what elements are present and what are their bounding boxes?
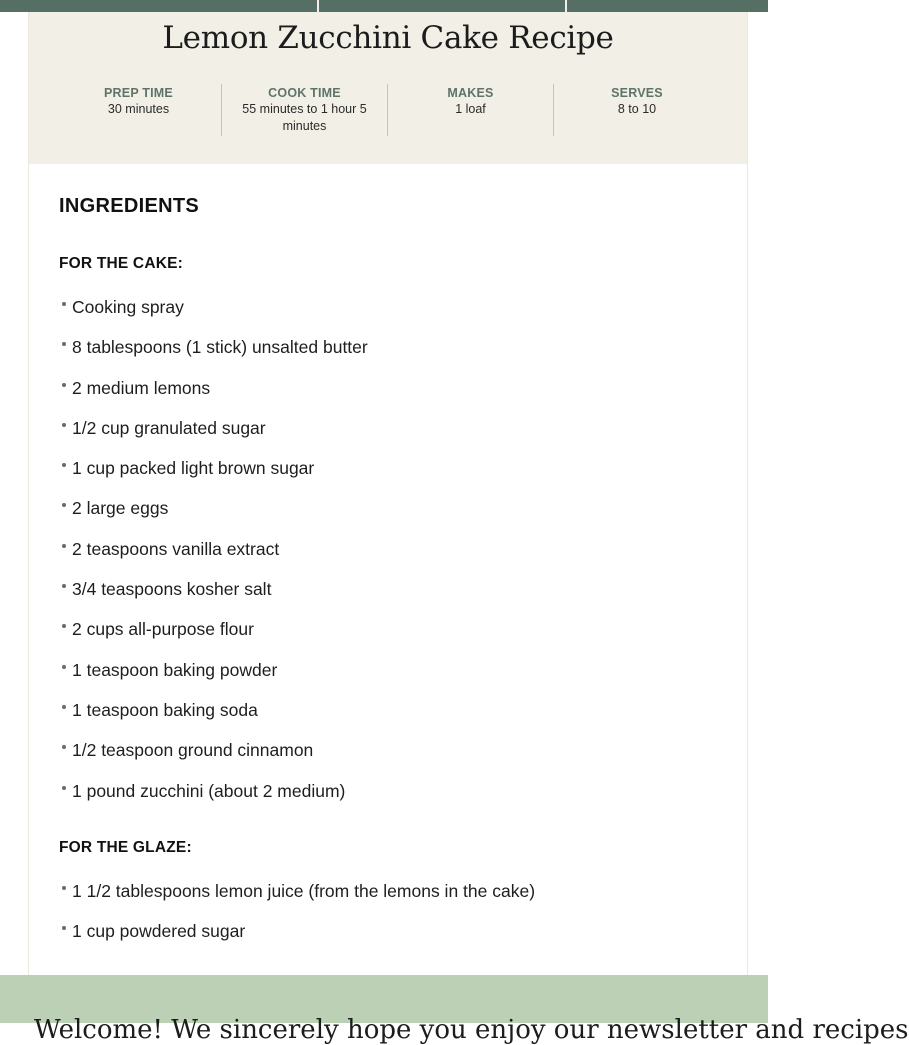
bullet-icon: [62, 705, 66, 709]
list-item: [59, 880, 535, 920]
stat-value: 30 minutes: [107, 102, 170, 116]
recipe-header: [29, 12, 747, 164]
cake-group-heading: FOR THE CAKE:: [59, 255, 184, 272]
nav-tab-1[interactable]: [0, 0, 246, 12]
bullet-icon: [62, 463, 66, 467]
stat-value: 1 loaf: [455, 102, 486, 116]
recipe-card: [28, 12, 748, 975]
stat-value: 55 minutes to 1 hour 5 minutes: [242, 102, 367, 133]
bullet-icon: [62, 665, 66, 669]
bullet-icon: [62, 584, 66, 588]
ingredient-text: 1 1/2 tablespoons lemon juice (from the lemons in the cake): [72, 881, 536, 901]
bullet-icon: [62, 786, 66, 790]
stat-makes: [388, 84, 554, 136]
list-item: [59, 618, 368, 658]
stat-label: COOK TIME: [268, 86, 341, 100]
cake-ingredient-list: [59, 296, 368, 820]
glaze-ingredient-list: [59, 880, 535, 961]
list-item: [59, 538, 368, 578]
stat-prep-time: [56, 84, 222, 136]
recipe-stats: [56, 84, 720, 136]
ingredient-text: 2 cups all-purpose flour: [72, 619, 254, 640]
bullet-icon: [62, 342, 66, 346]
ingredient-text: 8 tablespoons (1 stick) unsalted butter: [72, 337, 368, 358]
ingredients-heading: INGREDIENTS: [59, 195, 199, 217]
ingredient-text: 1/2 teaspoon ground cinnamon: [72, 740, 314, 761]
bullet-icon: [62, 302, 66, 306]
ingredient-text: 2 large eggs: [72, 498, 169, 519]
ingredient-text: Cooking spray: [72, 297, 184, 317]
stat-value: 8 to 10: [617, 102, 657, 116]
recipe-title: Lemon Zucchini Cake Recipe: [162, 20, 614, 56]
stat-label: SERVES: [611, 86, 663, 100]
ingredient-text: 1 teaspoon baking powder: [72, 659, 278, 680]
bullet-icon: [62, 886, 66, 890]
ingredient-text: 3/4 teaspoons kosher salt: [72, 579, 272, 600]
stat-label: PREP TIME: [104, 86, 173, 100]
ingredient-text: 2 teaspoons vanilla extract: [72, 538, 280, 559]
bullet-icon: [62, 624, 66, 628]
ingredient-text: 1 pound zucchini (about 2 medium): [72, 780, 346, 801]
ingredient-text: 1 cup packed light brown sugar: [72, 458, 315, 479]
list-item: [59, 780, 368, 820]
bullet-icon: [62, 383, 66, 387]
newsletter-banner-text: Welcome! We sincerely hope you enjoy our newsletter and recipes: [34, 1015, 909, 1045]
list-item: [59, 417, 368, 457]
stat-label: MAKES: [447, 86, 494, 100]
list-item: [59, 296, 368, 336]
bullet-icon: [62, 423, 66, 427]
list-item: [59, 578, 368, 618]
ingredient-text: 1 cup powdered sugar: [72, 921, 246, 942]
stat-serves: [554, 84, 720, 136]
top-nav-bar: [0, 0, 768, 12]
ingredient-text: 1/2 cup granulated sugar: [72, 417, 266, 438]
list-item: [59, 659, 368, 699]
list-item: [59, 739, 368, 779]
bullet-icon: [62, 745, 66, 749]
ingredient-text: 2 medium lemons: [72, 377, 211, 398]
glaze-group-heading: FOR THE GLAZE:: [59, 839, 192, 856]
newsletter-banner: [0, 975, 909, 1045]
nav-tab-3[interactable]: [567, 0, 813, 12]
list-item: [59, 920, 535, 960]
nav-tab-2[interactable]: [319, 0, 565, 12]
list-item: [59, 336, 368, 376]
bullet-icon: [62, 503, 66, 507]
ingredient-text: 1 teaspoon baking soda: [72, 699, 258, 720]
list-item: [59, 457, 368, 497]
stat-cook-time: [222, 84, 388, 136]
list-item: [59, 699, 368, 739]
bullet-icon: [62, 926, 66, 930]
list-item: [59, 497, 368, 537]
list-item: [59, 377, 368, 417]
bullet-icon: [62, 544, 66, 548]
